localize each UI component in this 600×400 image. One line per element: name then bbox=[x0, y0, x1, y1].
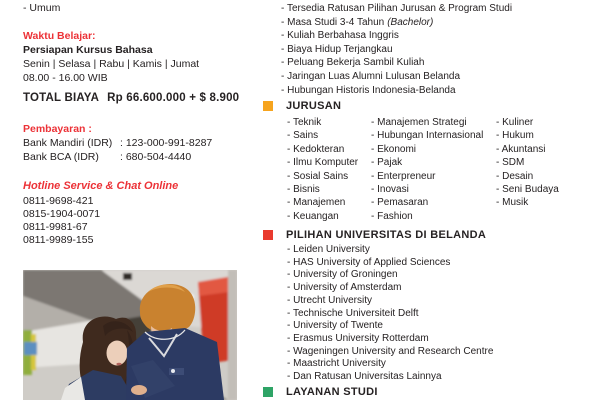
university-item: - Erasmus University Rotterdam bbox=[287, 333, 493, 346]
bank-row bbox=[23, 137, 212, 151]
total-cost-amount: Rp 66.600.000 + $ 8.900 bbox=[107, 92, 240, 104]
bank-account-number: : 123-000-991-8287 bbox=[120, 137, 212, 151]
green-square-bullet-icon bbox=[263, 387, 273, 397]
major-item: - Teknik bbox=[287, 116, 358, 129]
university-item: - University of Amsterdam bbox=[287, 282, 493, 295]
photo-illustration bbox=[23, 270, 237, 400]
benefit-item bbox=[281, 70, 512, 84]
schedule-course: Persiapan Kursus Bahasa bbox=[23, 44, 153, 56]
red-square-bullet-icon bbox=[263, 230, 273, 240]
total-cost-label: TOTAL BIAYA bbox=[23, 92, 100, 104]
major-item: - Bisnis bbox=[287, 183, 358, 196]
university-item: - Utrecht University bbox=[287, 295, 493, 308]
university-item: - Dan Ratusan Universitas Lainnya bbox=[287, 371, 493, 384]
benefit-text: Tersedia Ratusan Pilihan Jurusan & Program Studi bbox=[286, 3, 513, 14]
benefit-text: Jaringan Luas Alumni Lulusan Belanda bbox=[287, 70, 461, 82]
bank-row bbox=[23, 151, 212, 165]
benefit-text: Hubungan Historis Indonesia-Belanda bbox=[287, 84, 456, 96]
university-item: - University of Groningen bbox=[287, 269, 493, 282]
total-cost-line bbox=[23, 92, 239, 104]
majors-column-2 bbox=[371, 116, 483, 223]
major-item: - Inovasi bbox=[371, 183, 483, 196]
schedule-title: Waktu Belajar: bbox=[23, 30, 96, 42]
major-item: - Seni Budaya bbox=[496, 183, 559, 196]
majors-column-1 bbox=[287, 116, 358, 223]
major-item: - Manajemen Strategi bbox=[371, 116, 483, 129]
major-item: - Pemasaran bbox=[371, 196, 483, 209]
benefit-item bbox=[281, 2, 512, 16]
study-schedule-section bbox=[23, 29, 199, 85]
benefit-item bbox=[281, 16, 512, 30]
university-item: - HAS University of Applied Sciences bbox=[287, 257, 493, 270]
university-item: - Maastricht University bbox=[287, 358, 493, 371]
universities-section-header bbox=[263, 229, 486, 241]
major-item: - Sains bbox=[287, 129, 358, 142]
schedule-days: Senin | Selasa | Rabu | Kamis | Jumat bbox=[23, 58, 200, 70]
major-item: - Hukum bbox=[496, 129, 559, 142]
orange-square-bullet-icon bbox=[263, 101, 273, 111]
major-item: - Kedokteran bbox=[287, 143, 358, 156]
hotline-title: Hotline Service & Chat Online bbox=[23, 180, 179, 192]
payment-section bbox=[23, 123, 212, 164]
services-section-title: LAYANAN STUDI bbox=[286, 386, 378, 398]
majors-section-header bbox=[263, 100, 341, 112]
university-item: - Leiden University bbox=[287, 244, 493, 257]
benefit-text: Kuliah Berbahasa Inggris bbox=[287, 30, 399, 42]
universities-list bbox=[287, 244, 493, 384]
benefit-item bbox=[281, 29, 512, 43]
benefit-item bbox=[281, 43, 512, 57]
payment-title: Pembayaran : bbox=[23, 123, 92, 135]
bank-account-number: : 680-504-4440 bbox=[120, 151, 191, 165]
benefits-list bbox=[281, 2, 512, 97]
bank-list bbox=[23, 137, 212, 165]
hotline-number: 0815-1904-0071 bbox=[23, 208, 101, 220]
major-item: - Enterpreneur bbox=[371, 170, 483, 183]
major-item: - Hubungan Internasional bbox=[371, 129, 483, 142]
university-item: - Technische Universiteit Delft bbox=[287, 308, 493, 321]
hotline-section bbox=[23, 180, 178, 247]
benefit-item bbox=[281, 56, 512, 70]
hotline-number: 0811-9989-155 bbox=[23, 234, 94, 246]
bank-name: Bank BCA (IDR) bbox=[23, 150, 99, 163]
students-workshop-photo bbox=[23, 270, 237, 400]
benefit-item bbox=[281, 84, 512, 98]
major-item: - Keuangan bbox=[287, 210, 358, 223]
major-item: - Pajak bbox=[371, 156, 483, 169]
list-item-umum: - Umum bbox=[23, 2, 60, 14]
major-item: - Musik bbox=[496, 196, 559, 209]
major-item: - Sosial Sains bbox=[287, 170, 358, 183]
university-item: - Wageningen University and Research Centre bbox=[287, 346, 493, 359]
hotline-number: 0811-9981-67 bbox=[23, 221, 88, 233]
majors-column-3 bbox=[496, 116, 559, 210]
major-item: - SDM bbox=[496, 156, 559, 169]
benefit-text: Masa Studi 3-4 Tahun bbox=[287, 16, 385, 28]
benefit-note: (Bachelor) bbox=[387, 16, 434, 28]
majors-section-title: JURUSAN bbox=[286, 100, 342, 112]
major-item: - Akuntansi bbox=[496, 143, 559, 156]
major-item: - Desain bbox=[496, 170, 559, 183]
major-item: - Manajemen bbox=[287, 196, 358, 209]
universities-section-title: PILIHAN UNIVERSITAS DI BELANDA bbox=[286, 229, 487, 241]
bank-name: Bank Mandiri (IDR) bbox=[23, 136, 113, 149]
major-item: - Kuliner bbox=[496, 116, 559, 129]
major-item: - Ilmu Komputer bbox=[287, 156, 358, 169]
university-item: - University of Twente bbox=[287, 320, 493, 333]
major-item: - Fashion bbox=[371, 210, 483, 223]
benefit-text: Peluang Bekerja Sambil Kuliah bbox=[287, 57, 425, 69]
major-item: - Ekonomi bbox=[371, 143, 483, 156]
hotline-number-list bbox=[23, 195, 178, 247]
benefit-text: Biaya Hidup Terjangkau bbox=[287, 43, 393, 55]
schedule-hours: 08.00 - 16.00 WIB bbox=[23, 72, 108, 84]
hotline-number: 0811-9698-421 bbox=[23, 195, 94, 207]
services-section-header bbox=[263, 386, 378, 398]
